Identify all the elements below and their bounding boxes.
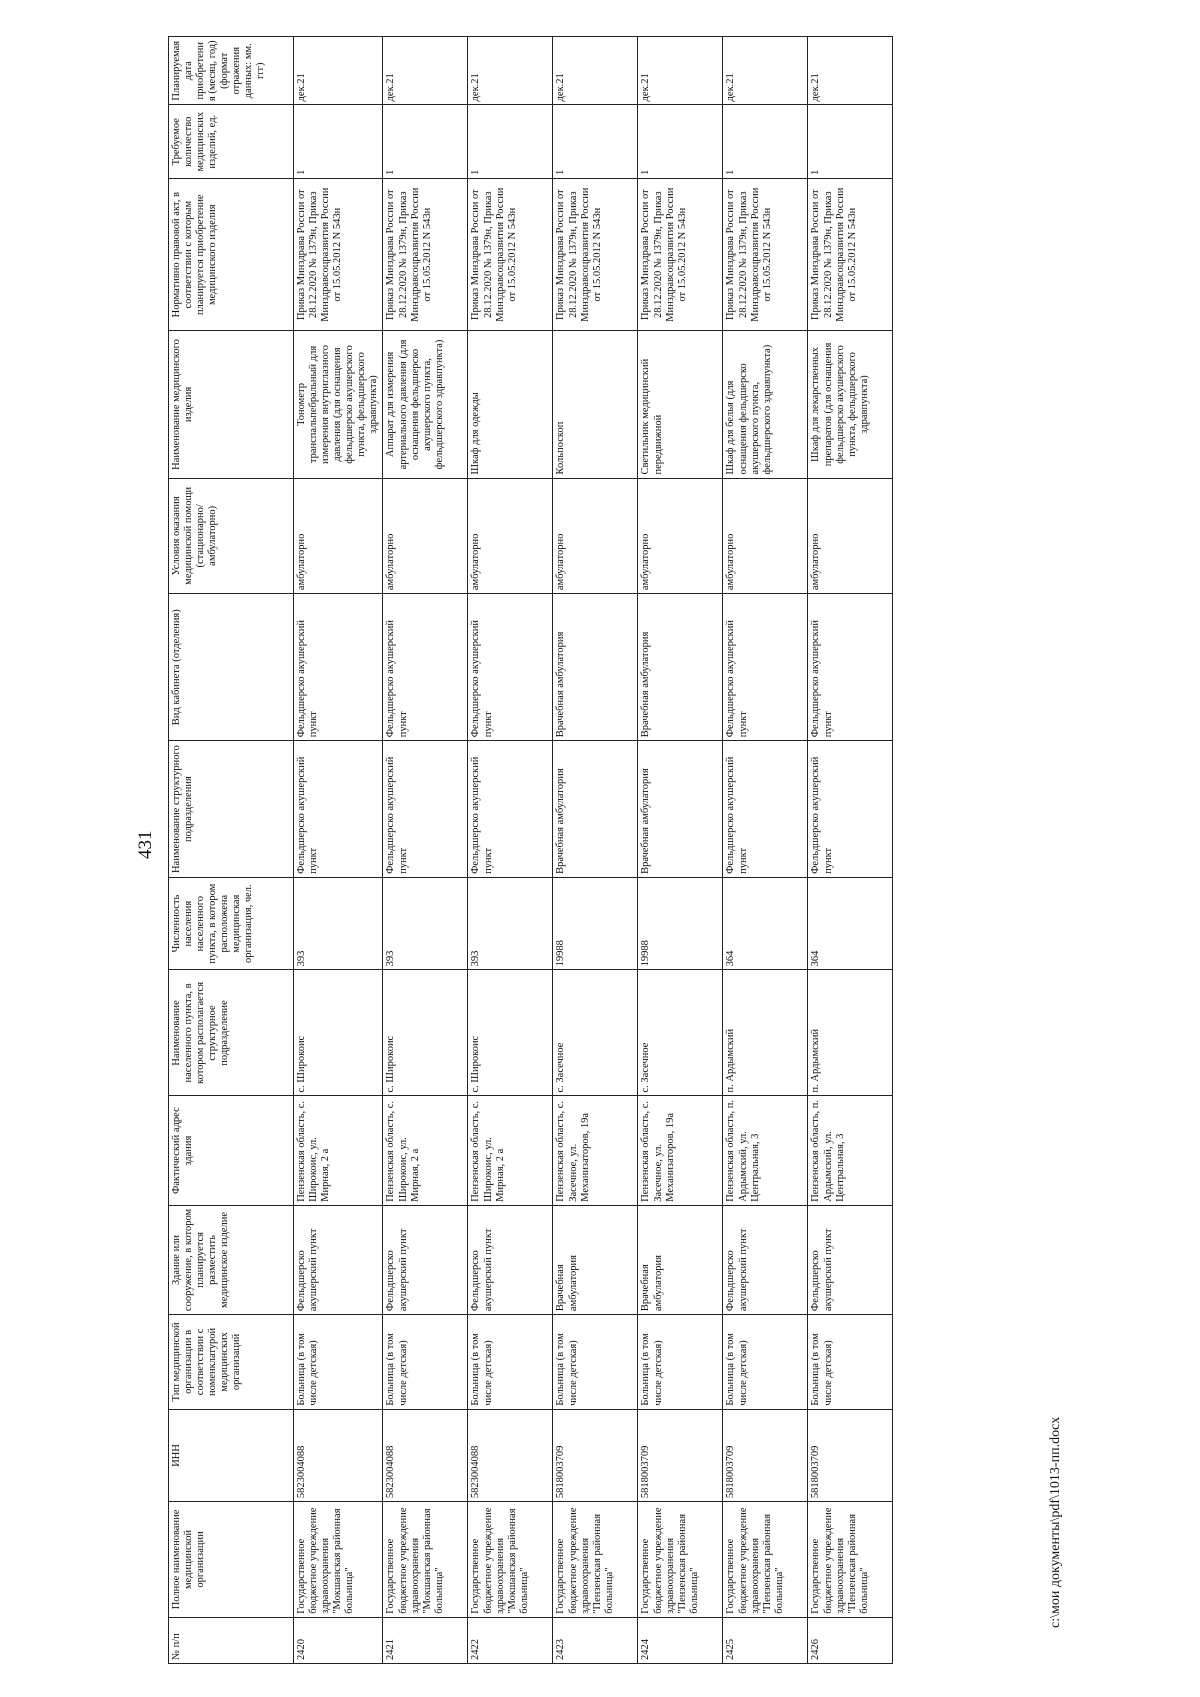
cell-building: Врачебная амбулатория — [553, 1205, 638, 1314]
cell-unit: Врачебная амбулатория — [553, 741, 638, 878]
cell-date: дек.21 — [383, 37, 468, 105]
cell-date: дек.21 — [723, 37, 808, 105]
cell-type: Больница (в том числе детская) — [383, 1315, 468, 1410]
header-building: Здание или сооружение, в котором планируется разместить медицинское изделие — [169, 1205, 294, 1314]
cell-conditions: амбулаторно — [638, 478, 723, 594]
cell-org: Государственное бюджетное учреждение здравоохранения "Пензенская районная больница" — [638, 1502, 723, 1618]
cell-cabinet: Фельдшерско акушерский пункт — [294, 594, 383, 741]
table-row — [638, 37, 723, 1664]
cell-unit: Фельдшерско акушерский пункт — [723, 741, 808, 878]
cell-num: 2423 — [553, 1617, 638, 1663]
cell-address: Пензенская область, п. Ардымский, ул. Центральная, 3 — [723, 1096, 808, 1205]
cell-building: Фельдшерско акушерский пункт — [723, 1205, 808, 1314]
cell-type: Больница (в том числе детская) — [723, 1315, 808, 1410]
cell-type: Больница (в том числе детская) — [808, 1315, 893, 1410]
header-act: Нормативно правовой акт, в соответствии с которым планируется приобретение медицинского изделия — [169, 179, 294, 331]
header-inn: ИНН — [169, 1409, 294, 1501]
cell-conditions: амбулаторно — [808, 478, 893, 594]
header-org: Полное наименование медицинской организации — [169, 1502, 294, 1618]
cell-device: Шкаф для одежды — [468, 331, 553, 478]
cell-type: Больница (в том числе детская) — [638, 1315, 723, 1410]
cell-settlement: с. Засечное — [638, 970, 723, 1096]
cell-population: 364 — [808, 877, 893, 969]
cell-population: 393 — [294, 877, 383, 969]
cell-address: Пензенская область, с. Широкоис, ул. Мирная, 2 а — [383, 1096, 468, 1205]
cell-act: Приказ Минздрава России от 28.12.2020 № 1379н, Приказ Минздравсоцразвития России от 15.05.2012 N 543н — [638, 179, 723, 331]
header-type: Тип медицинской организации в соответствии с номенклатурой медицинских организаций — [169, 1315, 294, 1410]
cell-conditions: амбулаторно — [383, 478, 468, 594]
cell-inn: 5823004088 — [383, 1409, 468, 1501]
cell-qty: 1 — [723, 105, 808, 179]
cell-type: Больница (в том числе детская) — [294, 1315, 383, 1410]
table-row — [723, 37, 808, 1664]
cell-org: Государственное бюджетное учреждение здравоохранения "Пензенская районная больница" — [808, 1502, 893, 1618]
cell-conditions: амбулаторно — [553, 478, 638, 594]
cell-org: Государственное бюджетное учреждение здравоохранения "Мокшанская районная больница" — [383, 1502, 468, 1618]
cell-device: Кольпоскоп — [553, 331, 638, 478]
cell-num: 2421 — [383, 1617, 468, 1663]
cell-org: Государственное бюджетное учреждение здравоохранения "Пензенская районная больница" — [723, 1502, 808, 1618]
table-row — [294, 37, 383, 1664]
cell-date: дек.21 — [808, 37, 893, 105]
cell-date: дек.21 — [468, 37, 553, 105]
cell-conditions: амбулаторно — [294, 478, 383, 594]
cell-address: Пензенская область, с. Засечное, ул. Механизаторов, 19а — [553, 1096, 638, 1205]
cell-population: 393 — [383, 877, 468, 969]
header-device: Наименование медицинского изделия — [169, 331, 294, 478]
cell-settlement: п. Ардымский — [723, 970, 808, 1096]
cell-unit: Фельдшерско акушерский пункт — [808, 741, 893, 878]
cell-device: Тонометр транспальпебральный для измерения внутриглазного давления (для оснащения фельдшерско акушерского пункта, фельдшерского здравпункта) — [294, 331, 383, 478]
cell-org: Государственное бюджетное учреждение здравоохранения "Мокшанская районная больница" — [468, 1502, 553, 1618]
cell-settlement: с. Широкоис — [294, 970, 383, 1096]
table-header-row — [169, 37, 294, 1664]
cell-address: Пензенская область, с. Широкоис, ул. Мирная, 2 а — [294, 1096, 383, 1205]
equipment-table — [168, 36, 893, 1664]
cell-act: Приказ Минздрава России от 28.12.2020 № 1379н, Приказ Минздравсоцразвития России от 15.05.2012 N 543н — [468, 179, 553, 331]
cell-device: Аппарат для измерения артериального давления (для оснащения фельдшерско акушерского пункта, фельдшерского здравпункта) — [383, 331, 468, 478]
cell-address: Пензенская область, п. Ардымский, ул. Центральная, 3 — [808, 1096, 893, 1205]
cell-cabinet: Фельдшерско акушерский пункт — [723, 594, 808, 741]
header-population: Численность населения населенного пункта, в котором расположена медицинская организация, чел. — [169, 877, 294, 969]
cell-qty: 1 — [294, 105, 383, 179]
cell-org: Государственное бюджетное учреждение здравоохранения "Пензенская районная больница" — [553, 1502, 638, 1618]
table-row — [553, 37, 638, 1664]
cell-cabinet: Врачебная амбулатория — [638, 594, 723, 741]
header-num: № п/п — [169, 1617, 294, 1663]
cell-date: дек.21 — [553, 37, 638, 105]
cell-inn: 5818003709 — [808, 1409, 893, 1501]
cell-qty: 1 — [553, 105, 638, 179]
cell-device: Шкаф для лекарственных препаратов (для оснащения фельдшерско акушерского пункта, фельдшерского здравпункта) — [808, 331, 893, 478]
cell-cabinet: Фельдшерско акушерский пункт — [468, 594, 553, 741]
cell-qty: 1 — [808, 105, 893, 179]
header-date: Планируемая дата приобретения (месяц, год) (формат отражения данных: мм. ггг) — [169, 37, 294, 105]
header-qty: Требуемое количество медицинских изделий, ед. — [169, 105, 294, 179]
cell-unit: Фельдшерско акушерский пункт — [294, 741, 383, 878]
cell-conditions: амбулаторно — [723, 478, 808, 594]
cell-settlement: с. Засечное — [553, 970, 638, 1096]
cell-act: Приказ Минздрава России от 28.12.2020 № 1379н, Приказ Минздравсоцразвития России от 15.05.2012 N 543н — [383, 179, 468, 331]
cell-population: 19988 — [553, 877, 638, 969]
cell-building: Фельдшерско акушерский пункт — [468, 1205, 553, 1314]
header-cabinet: Вид кабинета (отделения) — [169, 594, 294, 741]
cell-unit: Фельдшерско акушерский пункт — [383, 741, 468, 878]
cell-inn: 5823004088 — [294, 1409, 383, 1501]
footer-file-path: c:\мои документы\pdf\1013-пп.docx — [1048, 1416, 1063, 1628]
cell-conditions: амбулаторно — [468, 478, 553, 594]
cell-qty: 1 — [383, 105, 468, 179]
cell-building: Фельдшерско акушерский пункт — [808, 1205, 893, 1314]
header-conditions: Условия оказания медицинской помощи (стационарно/ амбулаторно) — [169, 478, 294, 594]
cell-act: Приказ Минздрава России от 28.12.2020 № 1379н, Приказ Минздравсоцразвития России от 15.05.2012 N 543н — [553, 179, 638, 331]
cell-num: 2422 — [468, 1617, 553, 1663]
table-row — [383, 37, 468, 1664]
cell-num: 2424 — [638, 1617, 723, 1663]
cell-population: 19988 — [638, 877, 723, 969]
page-number: 431 — [135, 830, 156, 859]
cell-num: 2426 — [808, 1617, 893, 1663]
cell-cabinet: Фельдшерско акушерский пункт — [383, 594, 468, 741]
cell-population: 364 — [723, 877, 808, 969]
cell-settlement: с. Широкоис — [383, 970, 468, 1096]
cell-inn: 5823004088 — [468, 1409, 553, 1501]
cell-address: Пензенская область, с. Засечное, ул. Механизаторов, 19а — [638, 1096, 723, 1205]
cell-settlement: п. Ардымский — [808, 970, 893, 1096]
cell-address: Пензенская область, с. Широкоис, ул. Мирная, 2 а — [468, 1096, 553, 1205]
cell-act: Приказ Минздрава России от 28.12.2020 № 1379н, Приказ Минздравсоцразвития России от 15.05.2012 N 543н — [294, 179, 383, 331]
cell-act: Приказ Минздрава России от 28.12.2020 № 1379н, Приказ Минздравсоцразвития России от 15.05.2012 N 543н — [808, 179, 893, 331]
cell-inn: 5818003709 — [553, 1409, 638, 1501]
cell-type: Больница (в том числе детская) — [468, 1315, 553, 1410]
cell-device: Светильник медицинский передвижной — [638, 331, 723, 478]
cell-settlement: с. Широкоис — [468, 970, 553, 1096]
cell-act: Приказ Минздрава России от 28.12.2020 № 1379н, Приказ Минздравсоцразвития России от 15.05.2012 N 543н — [723, 179, 808, 331]
cell-num: 2420 — [294, 1617, 383, 1663]
header-unit: Наименование структурного подразделения — [169, 741, 294, 878]
cell-org: Государственное бюджетное учреждение здравоохранения "Мокшанская районная больница" — [294, 1502, 383, 1618]
cell-unit: Врачебная амбулатория — [638, 741, 723, 878]
cell-building: Фельдшерско акушерский пункт — [294, 1205, 383, 1314]
cell-inn: 5818003709 — [638, 1409, 723, 1501]
cell-type: Больница (в том числе детская) — [553, 1315, 638, 1410]
table-row — [468, 37, 553, 1664]
cell-date: дек.21 — [294, 37, 383, 105]
header-settlement: Наименование населенного пункта, в котором располагается структурное подразделение — [169, 970, 294, 1096]
cell-population: 393 — [468, 877, 553, 969]
cell-num: 2425 — [723, 1617, 808, 1663]
cell-cabinet: Фельдшерско акушерский пункт — [808, 594, 893, 741]
cell-qty: 1 — [468, 105, 553, 179]
cell-building: Фельдшерско акушерский пункт — [383, 1205, 468, 1314]
header-address: Фактический адрес здания — [169, 1096, 294, 1205]
cell-qty: 1 — [638, 105, 723, 179]
cell-inn: 5818003709 — [723, 1409, 808, 1501]
cell-unit: Фельдшерско акушерский пункт — [468, 741, 553, 878]
cell-date: дек.21 — [638, 37, 723, 105]
table-row — [808, 37, 893, 1664]
cell-device: Шкаф для белья (для оснащения фельдшерско акушерского пункта, фельдшерского здравпункта) — [723, 331, 808, 478]
cell-building: Врачебная амбулатория — [638, 1205, 723, 1314]
cell-cabinet: Врачебная амбулатория — [553, 594, 638, 741]
